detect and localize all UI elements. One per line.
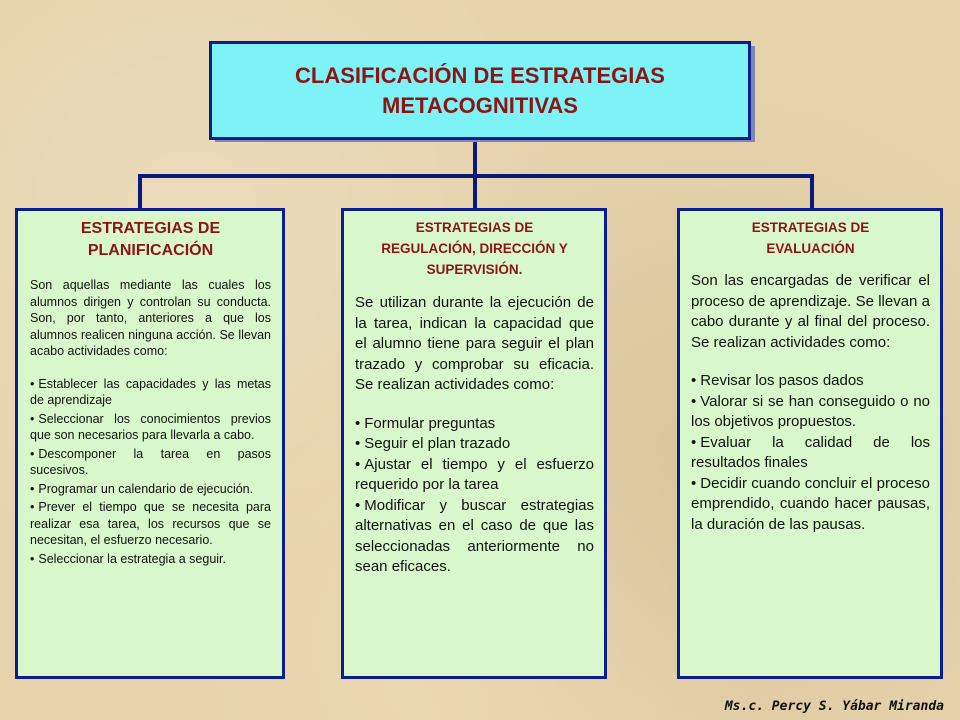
connector-left	[138, 174, 142, 210]
bullet-icon: •	[30, 551, 35, 566]
list-item-text: Programar un calendario de ejecución.	[38, 481, 254, 496]
evaluation-description: Son las encargadas de verificar el proceso de aprendizaje. Se llevan a cabo durante y al final del proceso. Se realizan actividades como:	[691, 272, 930, 351]
connector-right	[810, 174, 814, 210]
evaluation-title	[691, 217, 930, 259]
list-item	[691, 474, 930, 536]
list-item-text: Seleccionar la estrategia a seguir.	[38, 551, 227, 566]
list-item	[691, 392, 930, 433]
list-item-text: Seguir el plan trazado	[364, 435, 511, 452]
list-item	[30, 446, 271, 479]
list-item-text: Descomponer la tarea en pasos sucesivos.	[30, 446, 271, 477]
bullet-icon: •	[30, 481, 35, 496]
list-item	[355, 414, 594, 435]
evaluation-title-line-1: ESTRATEGIAS DE	[751, 220, 870, 235]
list-item-text: Evaluar la calidad de los resultados finales	[691, 433, 930, 471]
list-item-text: Formular preguntas	[364, 414, 496, 432]
list-item	[355, 434, 594, 455]
list-item-text: Modificar y buscar estrategias alternativas en el caso de que las seleccionadas anteriormente no sean eficaces.	[355, 496, 594, 575]
list-item-text: Ajustar el tiempo y el esfuerzo requerido por la tarea	[355, 455, 594, 493]
list-item	[355, 496, 594, 578]
list-item-text: Valorar si se han conseguido o no los objetivos propuestos.	[691, 392, 930, 430]
title-line-2: METACOGNITIVAS	[382, 92, 578, 118]
list-item	[30, 376, 271, 409]
list-item	[30, 499, 271, 549]
evaluation-activities-list	[691, 371, 930, 535]
regulation-activities-list	[355, 414, 594, 578]
list-item	[691, 433, 930, 474]
planning-title	[30, 218, 271, 262]
regulation-title	[355, 217, 594, 280]
list-item	[30, 481, 271, 498]
regulation-description: Se utilizan durante la ejecución de la tarea, indican la capacidad que el alumno tiene para seguir el plan trazado y comprobar su eficacia. Se realizan actividades como:	[355, 294, 594, 393]
title-line-1: CLASIFICACIÓN DE ESTRATEGIAS	[295, 62, 665, 88]
planning-title-line-1: ESTRATEGIAS DE	[80, 220, 221, 237]
bullet-icon: •	[355, 455, 361, 473]
list-item-text: Decidir cuando concluir el proceso emprendido, cuando hacer pausas, la duración de las pausas.	[691, 474, 930, 533]
regulation-title-line-2: REGULACIÓN, DIRECCIÓN Y SUPERVISIÓN.	[381, 241, 568, 277]
bullet-icon: •	[30, 411, 35, 426]
bullet-icon: •	[30, 500, 35, 514]
diagram-title	[209, 41, 751, 140]
connector-vertical-top	[473, 140, 477, 176]
list-item-text: Revisar los pasos dados	[700, 372, 864, 389]
bullet-icon: •	[355, 496, 361, 514]
planning-title-line-2: PLANIFICACIÓN	[87, 242, 214, 259]
bullet-icon: •	[691, 392, 697, 410]
connector-center	[473, 174, 477, 210]
planning-strategies-box	[15, 208, 285, 679]
bullet-icon: •	[355, 435, 361, 452]
bullet-icon: •	[691, 433, 697, 451]
list-item	[355, 455, 594, 496]
bullet-icon: •	[691, 474, 697, 492]
list-item-text: Establecer las capacidades y las metas de aprendizaje	[30, 376, 271, 407]
list-item-text: Seleccionar los conocimientos previos que son necesarios para llevarla a cabo.	[30, 411, 271, 442]
regulation-title-line-1: ESTRATEGIAS DE	[415, 220, 534, 235]
evaluation-title-line-2: EVALUACIÓN	[766, 241, 855, 256]
list-item	[30, 551, 271, 568]
list-item	[30, 411, 271, 444]
list-item-text: Prever el tiempo que se necesita para realizar esa tarea, los recursos que se necesitan, el esfuerzo necesario.	[30, 500, 271, 547]
bullet-icon: •	[691, 372, 697, 389]
list-item	[691, 371, 930, 392]
bullet-icon: •	[355, 414, 361, 432]
bullet-icon: •	[30, 446, 35, 461]
planning-activities-list	[30, 376, 271, 568]
evaluation-strategies-box	[677, 208, 943, 679]
regulation-strategies-box	[341, 208, 607, 679]
planning-description: Son aquellas mediante las cuales los alumnos dirigen y controlan su conducta. Son, por tanto, anteriores a que los alumnos realicen ninguna acción. Se llevan acabo actividades como:	[30, 278, 271, 358]
author-credit: Ms.c. Percy S. Yábar Miranda	[724, 699, 944, 714]
bullet-icon: •	[30, 376, 35, 391]
